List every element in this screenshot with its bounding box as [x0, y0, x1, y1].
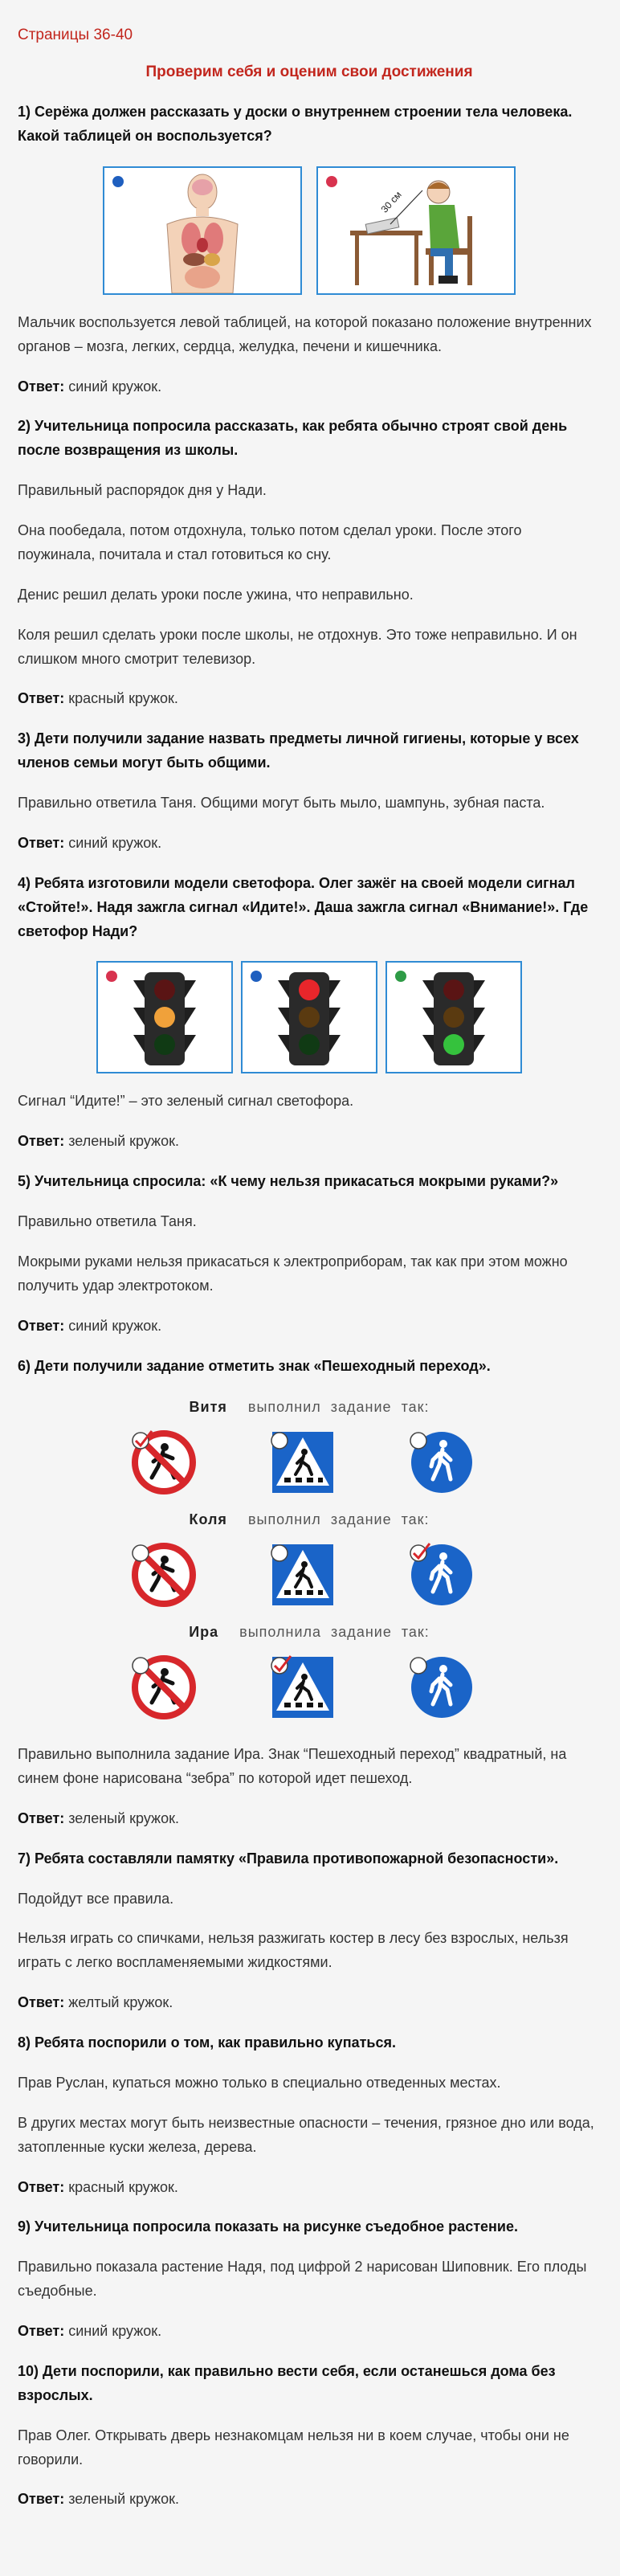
q7-paragraph-1: Подойдут все правила. [18, 1890, 174, 1907]
question-10: 10) Дети поспорили, как правильно вести себя, если останешься дома без взрослых. [18, 2362, 556, 2403]
q3-answer [18, 832, 601, 856]
sign-option [265, 1425, 353, 1502]
child-name-line [100, 1621, 518, 1645]
question-4: 4) Ребята изготовили модели светофора. Олег зажёг на своей модели сигнал «Стойте!». Надя зажгла сигнал «Идите!». Даша зажгла сигнал «Внимание!». Где светофор Нади? [18, 874, 589, 939]
answer-value: желтый кружок. [68, 1994, 173, 2011]
q10-answer [18, 2488, 601, 2512]
signs-row [100, 1425, 518, 1502]
q2-answer [18, 687, 601, 711]
question-5: 5) Учительница спросила: «К чему нельзя прикасаться мокрыми руками?» [18, 1173, 559, 1190]
empty-circle-icon [270, 1429, 292, 1452]
sign-option [126, 1650, 214, 1727]
question-6: 6) Дети получили задание отметить знак «Пешеходный переход». [18, 1357, 491, 1374]
answer-label: Ответ: [18, 2323, 65, 2340]
instruction-word: так: [401, 1399, 430, 1416]
q2-paragraph-3: Денис решил делать уроки после ужина, что неправильно. [18, 586, 414, 603]
yellow-lamp [443, 1007, 464, 1028]
pedestrian-signs-block [100, 1396, 518, 1727]
empty-circle-icon [131, 1654, 153, 1677]
page-title: Страницы 36-40 [18, 27, 133, 43]
answer-value: красный кружок. [68, 2178, 178, 2195]
question-9: 9) Учительница попросила показать на рисунке съедобное растение. [18, 2218, 518, 2235]
answer-label: Ответ: [18, 1994, 65, 2011]
red-circle-marker [326, 176, 337, 187]
q6-paragraph-1: Правильно выполнила задание Ира. Знак “Пешеходный переход” квадратный, на синем фоне нарисована “зебра” по которой идет пешеход. [18, 1746, 567, 1786]
q1-pictures [18, 166, 601, 295]
question-8: 8) Ребята поспорили о том, как правильно купаться. [18, 2034, 396, 2051]
empty-circle-icon [270, 1542, 292, 1564]
question-3: 3) Дети получили задание назвать предметы личной гигиены, которые у всех членов семьи могут быть общими. [18, 730, 579, 771]
red-lamp [154, 979, 175, 1000]
empty-circle-icon [409, 1654, 431, 1677]
empty-circle-icon [409, 1429, 431, 1452]
q8-paragraph-1: Прав Руслан, купаться можно только в специально отведенных местах. [18, 2074, 501, 2091]
instruction-word: выполнил [247, 1399, 321, 1416]
answer-value: синий кружок. [68, 2323, 162, 2340]
q7-paragraph-2: Нельзя играть со спичками, нельзя разжигать костер в лесу без взрослых, нельзя играть с легко воспламеняемыми жидкостями. [18, 1930, 569, 1971]
answer-value: зеленый кружок. [68, 1809, 179, 1826]
answer-label: Ответ: [18, 2178, 65, 2195]
q5-paragraph-1: Правильно ответила Таня. [18, 1213, 197, 1230]
q5-paragraph-2: Мокрыми руками нельзя прикасаться к электроприборам, так как при этом можно получить удар электротоком. [18, 1253, 568, 1294]
instruction-word: задание [330, 1399, 392, 1416]
instruction-word: так: [401, 1511, 430, 1528]
answer-label: Ответ: [18, 1133, 65, 1150]
q6-answer [18, 1807, 601, 1831]
q5-answer [18, 1315, 601, 1339]
yellow-lamp [154, 1007, 175, 1028]
question-1: 1) Серёжа должен рассказать у доски о внутреннем строении тела человека. Какой таблицей он воспользуется? [18, 104, 573, 144]
posture-picture [316, 166, 516, 295]
q9-paragraph-1: Правильно показала растение Надя, под цифрой 2 нарисован Шиповник. Его плоды съедобные. [18, 2259, 587, 2300]
green-lamp [154, 1034, 175, 1055]
instruction-word: задание [330, 1511, 392, 1528]
q7-answer [18, 1991, 601, 2015]
q1-answer [18, 375, 601, 399]
answer-label: Ответ: [18, 834, 65, 851]
sign-option [404, 1425, 492, 1502]
answer-label: Ответ: [18, 1809, 65, 1826]
q8-paragraph-2: В других местах могут быть неизвестные опасности – течения, грязное дно или вода, затопленные куски железа, дерева. [18, 2114, 594, 2155]
instruction-word: выполнил [247, 1511, 321, 1528]
posture-illustration [318, 168, 514, 293]
traffic-lights-row [18, 961, 601, 1073]
traffic-light-card [96, 961, 233, 1073]
traffic-light-icon [387, 963, 520, 1072]
q8-answer [18, 2176, 601, 2200]
empty-circle-icon [131, 1542, 153, 1564]
answer-label: Ответ: [18, 378, 65, 395]
instruction-word: выполнила [239, 1624, 322, 1641]
question-2: 2) Учительница попросила рассказать, как ребята обычно строят свой день после возвращения из школы. [18, 418, 568, 459]
green-lamp [299, 1034, 320, 1055]
body-organs-picture [103, 166, 302, 295]
checked-circle-icon [131, 1429, 153, 1452]
answer-label: Ответ: [18, 690, 65, 707]
green-lamp [443, 1034, 464, 1055]
sign-option [265, 1650, 353, 1727]
signs-row [100, 1537, 518, 1614]
answer-value: зеленый кружок. [68, 2491, 179, 2508]
red-lamp [299, 979, 320, 1000]
traffic-light-icon [243, 963, 376, 1072]
answer-value: синий кружок. [68, 378, 162, 395]
q9-answer [18, 2320, 601, 2344]
child-name: Ира [189, 1624, 219, 1641]
traffic-light-card [241, 961, 377, 1073]
child-name: Коля [189, 1511, 227, 1528]
traffic-light-card [385, 961, 522, 1073]
traffic-light-icon [98, 963, 231, 1072]
blue-circle-marker [112, 176, 124, 187]
q4-paragraph-1: Сигнал “Идите!” – это зеленый сигнал светофора. [18, 1093, 354, 1110]
sign-option [404, 1537, 492, 1614]
answer-value: синий кружок. [68, 834, 162, 851]
checked-circle-icon [409, 1542, 431, 1564]
sign-option [126, 1425, 214, 1502]
instruction-word: так: [401, 1624, 430, 1641]
q2-paragraph-2: Она пообедала, потом отдохнула, только потом сделал уроки. После этого поужинала, почитала и стал готовиться ко сну. [18, 522, 522, 562]
answer-value: красный кружок. [68, 690, 178, 707]
child-name-line [100, 1396, 518, 1420]
red-lamp [443, 979, 464, 1000]
q2-paragraph-1: Правильный распорядок дня у Нади. [18, 482, 267, 499]
q1-explanation: Мальчик воспользуется левой таблицей, на которой показано положение внутренних органов – мозга, легких, сердца, желудка, печени и кишечника. [18, 313, 592, 354]
yellow-lamp [299, 1007, 320, 1028]
sign-option [404, 1650, 492, 1727]
child-name: Витя [189, 1399, 227, 1416]
child-name-line [100, 1508, 518, 1532]
q10-paragraph-1: Прав Олег. Открывать дверь незнакомцам нельзя ни в коем случае, чтобы они не говорили. [18, 2427, 569, 2468]
checked-circle-icon [270, 1654, 292, 1677]
body-organs-illustration [104, 168, 300, 293]
instruction-word: задание [331, 1624, 392, 1641]
section-heading: Проверим себя и оценим свои достижения [145, 63, 473, 80]
q4-answer [18, 1130, 601, 1154]
answer-label: Ответ: [18, 2491, 65, 2508]
signs-row [100, 1650, 518, 1727]
distance-label: 30 см [378, 189, 404, 215]
answer-label: Ответ: [18, 1317, 65, 1334]
answer-value: синий кружок. [68, 1317, 162, 1334]
sign-option [265, 1537, 353, 1614]
sign-option [126, 1537, 214, 1614]
question-7: 7) Ребята составляли памятку «Правила противопожарной безопасности». [18, 1850, 559, 1867]
q2-paragraph-4: Коля решил сделать уроки после школы, не отдохнув. Это тоже неправильно. И он слишком много смотрит телевизор. [18, 626, 577, 667]
answer-value: зеленый кружок. [68, 1133, 179, 1150]
q3-paragraph-1: Правильно ответила Таня. Общими могут быть мыло, шампунь, зубная паста. [18, 795, 545, 812]
